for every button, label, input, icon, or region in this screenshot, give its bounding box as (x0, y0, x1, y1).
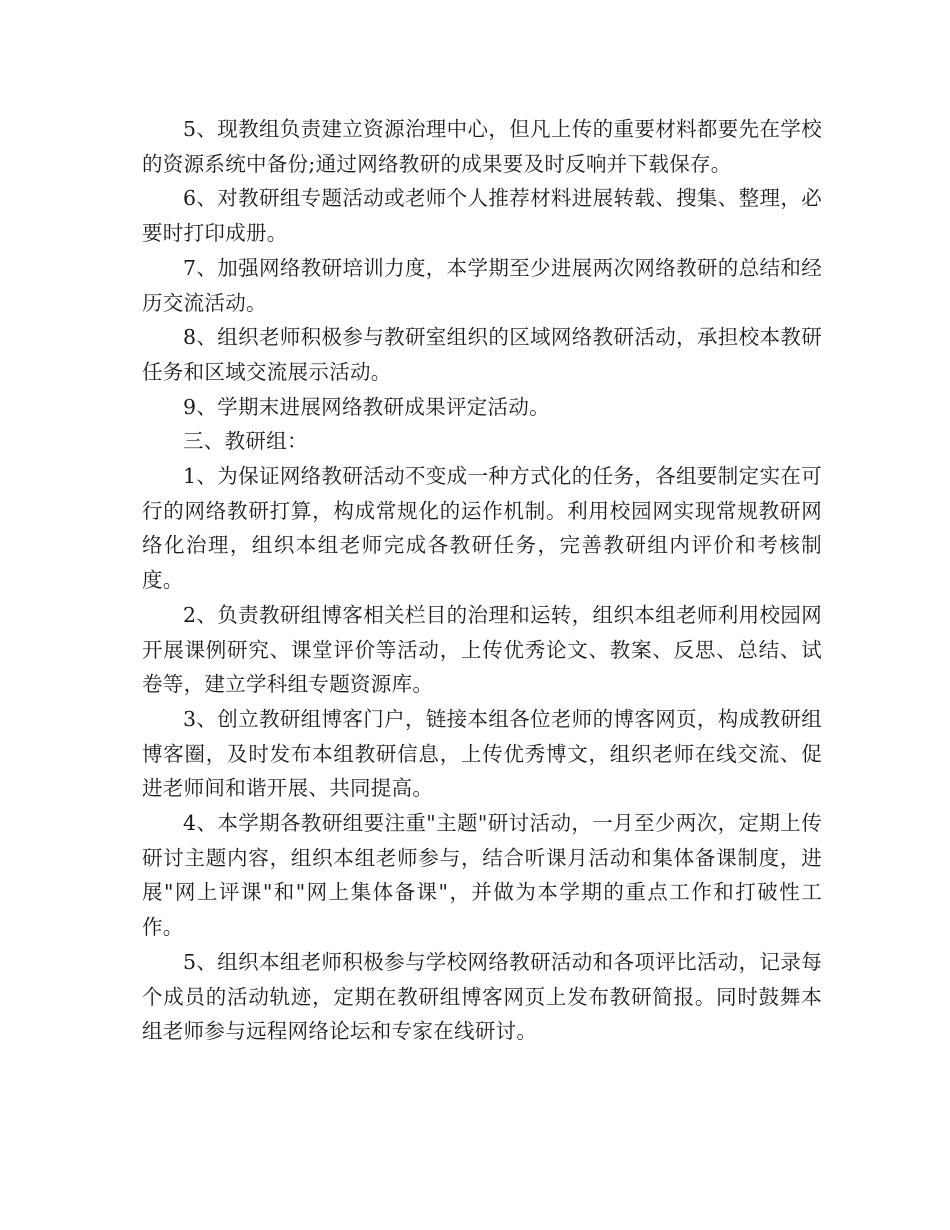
paragraph-group-item-2: 2、负责教研组博客相关栏目的治理和运转，组织本组老师利用校园网开展课例研究、课堂评价等活动，上传优秀论文、教案、反思、总结、试卷等，建立学科组专题资源库。 (142, 602, 822, 697)
paragraph-group-item-3: 3、创立教研组博客门户，链接本组各位老师的博客网页，构成教研组博客圈，及时发布本组教研信息，上传优秀博文，组织老师在线交流、促进老师间和谐开展、共同提高。 (142, 706, 822, 801)
paragraph-item-6-materials: 6、对教研组专题活动或老师个人推荐材料进展转载、搜集、整理，必要时打印成册。 (142, 186, 822, 246)
document-body (142, 112, 822, 1049)
paragraph-item-8-regional-activities: 8、组织老师积极参与教研室组织的区域网络教研活动，承担校本教研任务和区域交流展示活动。 (142, 325, 822, 384)
paragraph-group-item-4: 4、本学期各教研组要注重"主题"研讨活动，一月至少两次，定期上传研讨主题内容，组织本组老师参与，结合听课月活动和集体备课制度，进展"网上评课"和"网上集体备课"，并做为本学期的重点工作和打破性工作。 (142, 811, 822, 940)
section-heading-teaching-groups: 三、教研组： (183, 429, 308, 454)
paragraph-group-item-5: 5、组织本组老师积极参与学校网络教研活动和各项评比活动，记录每个成员的活动轨迹，定期在教研组博客网页上发布教研简报。同时鼓舞本组老师参与远程网络论坛和专家在线研讨。 (142, 949, 822, 1044)
paragraph-item-9-evaluation: 9、学期末进展网络教研成果评定活动。 (183, 394, 550, 419)
paragraph-group-item-1: 1、为保证网络教研活动不变成一种方式化的任务，各组要制定实在可行的网络教研打算，构成常规化的运作机制。利用校园网实现常规教研网络化治理，组织本组老师完成各教研任务，完善教研组内评价和考核制度。 (142, 464, 822, 593)
paragraph-item-7-training: 7、加强网络教研培训力度，本学期至少进展两次网络教研的总结和经历交流活动。 (142, 255, 822, 315)
paragraph-item-5-resource-center: 5、现教组负责建立资源治理中心，但凡上传的重要材料都要先在学校的资源系统中备份;通过网络教研的成果要及时反响并下载保存。 (142, 117, 822, 176)
